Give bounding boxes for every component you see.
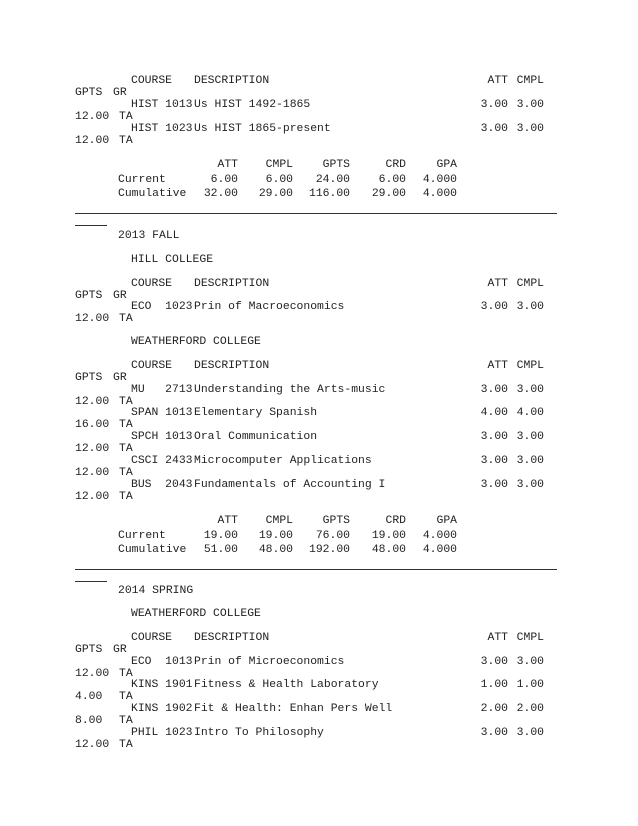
course-gpts: 12.00 <box>75 739 110 751</box>
course-grade: TA <box>119 491 133 503</box>
course-code: KINS 1901 <box>131 679 193 691</box>
column-header-cmpl: CMPL <box>516 278 544 290</box>
stats-header-gpts: GPTS <box>322 515 350 527</box>
column-header-gr: GR <box>113 290 127 302</box>
course-gpts: 12.00 <box>75 443 110 455</box>
course-cmpl: 1.00 <box>516 679 544 691</box>
course-code: HIST 1023 <box>131 123 193 135</box>
course-cmpl: 3.00 <box>516 431 544 443</box>
stats-cmpl: 19.00 <box>258 530 293 542</box>
course-code: CSCI 2433 <box>131 455 193 467</box>
course-gpts: 4.00 <box>75 691 103 703</box>
stats-gpa: 4.000 <box>422 530 457 542</box>
course-att: 3.00 <box>480 656 508 668</box>
column-header-gpts: GPTS <box>75 372 103 384</box>
column-header-gpts: GPTS <box>75 290 103 302</box>
course-gpts: 12.00 <box>75 668 110 680</box>
stats-header-crd: CRD <box>385 515 406 527</box>
stats-gpa: 4.000 <box>422 544 457 556</box>
course-description: Us HIST 1492-1865 <box>194 99 311 111</box>
course-att: 3.00 <box>480 301 508 313</box>
column-header-cmpl: CMPL <box>516 360 544 372</box>
stats-label: Current <box>118 530 166 542</box>
column-header-gr: GR <box>113 87 127 99</box>
course-gpts: 12.00 <box>75 491 110 503</box>
course-att: 3.00 <box>480 455 508 467</box>
course-code: ECO 1023 <box>131 301 193 313</box>
stats-att: 32.00 <box>203 188 238 200</box>
course-cmpl: 3.00 <box>516 455 544 467</box>
term-title: 2014 SPRING <box>118 585 194 597</box>
column-header-course: COURSE <box>131 632 173 644</box>
stats-header-gpts: GPTS <box>322 159 350 171</box>
stats-header-gpa: GPA <box>436 159 457 171</box>
course-grade: TA <box>119 739 133 751</box>
stats-cmpl: 29.00 <box>258 188 293 200</box>
stats-gpts: 192.00 <box>308 544 350 556</box>
course-code: PHIL 1023 <box>131 727 193 739</box>
course-cmpl: 3.00 <box>516 301 544 313</box>
course-gpts: 8.00 <box>75 715 103 727</box>
course-att: 3.00 <box>480 727 508 739</box>
course-grade: TA <box>119 467 133 479</box>
stats-gpts: 76.00 <box>315 530 350 542</box>
course-description: Understanding the Arts-music <box>194 384 386 396</box>
course-gpts: 12.00 <box>75 467 110 479</box>
course-description: Prin of Microeconomics <box>194 656 345 668</box>
stats-gpa: 4.000 <box>422 188 457 200</box>
course-att: 4.00 <box>480 407 508 419</box>
stats-label: Cumulative <box>118 188 187 200</box>
course-description: Us HIST 1865-present <box>194 123 331 135</box>
column-header-description: DESCRIPTION <box>194 278 270 290</box>
column-header-description: DESCRIPTION <box>194 75 270 87</box>
course-grade: TA <box>119 715 133 727</box>
course-code: HIST 1013 <box>131 99 193 111</box>
course-cmpl: 3.00 <box>516 123 544 135</box>
course-description: Elementary Spanish <box>194 407 318 419</box>
stats-gpa: 4.000 <box>422 174 457 186</box>
course-grade: TA <box>119 691 133 703</box>
column-header-att: ATT <box>487 75 508 87</box>
course-grade: TA <box>119 313 133 325</box>
course-att: 3.00 <box>480 99 508 111</box>
course-cmpl: 3.00 <box>516 727 544 739</box>
course-code: SPAN 1013 <box>131 407 193 419</box>
stats-header-crd: CRD <box>385 159 406 171</box>
course-cmpl: 3.00 <box>516 479 544 491</box>
course-description: Oral Communication <box>194 431 318 443</box>
course-description: Fundamentals of Accounting I <box>194 479 386 491</box>
course-cmpl: 3.00 <box>516 99 544 111</box>
course-description: Fitness & Health Laboratory <box>194 679 379 691</box>
course-att: 3.00 <box>480 123 508 135</box>
stats-label: Current <box>118 174 166 186</box>
course-gpts: 12.00 <box>75 135 110 147</box>
course-description: Intro To Philosophy <box>194 727 324 739</box>
course-gpts: 12.00 <box>75 396 110 408</box>
course-att: 2.00 <box>480 703 508 715</box>
course-code: KINS 1902 <box>131 703 193 715</box>
course-cmpl: 3.00 <box>516 656 544 668</box>
column-header-gpts: GPTS <box>75 87 103 99</box>
column-header-att: ATT <box>487 632 508 644</box>
stats-header-att: ATT <box>217 159 238 171</box>
course-grade: TA <box>119 135 133 147</box>
course-grade: TA <box>119 419 133 431</box>
course-att: 3.00 <box>480 384 508 396</box>
school-name: WEATHERFORD COLLEGE <box>131 608 261 620</box>
divider-line <box>75 213 557 214</box>
course-grade: TA <box>119 668 133 680</box>
course-cmpl: 4.00 <box>516 407 544 419</box>
course-code: MU 2713 <box>131 384 193 396</box>
column-header-gr: GR <box>113 372 127 384</box>
stats-header-gpa: GPA <box>436 515 457 527</box>
stats-header-cmpl: CMPL <box>265 159 293 171</box>
course-code: SPCH 1013 <box>131 431 193 443</box>
divider-line-stub <box>75 225 107 226</box>
stats-header-cmpl: CMPL <box>265 515 293 527</box>
course-description: Microcomputer Applications <box>194 455 372 467</box>
stats-cmpl: 48.00 <box>258 544 293 556</box>
column-header-description: DESCRIPTION <box>194 632 270 644</box>
course-grade: TA <box>119 396 133 408</box>
divider-line <box>75 569 557 570</box>
column-header-cmpl: CMPL <box>516 632 544 644</box>
column-header-gr: GR <box>113 644 127 656</box>
column-header-gpts: GPTS <box>75 644 103 656</box>
course-description: Prin of Macroeconomics <box>194 301 345 313</box>
column-header-cmpl: CMPL <box>516 75 544 87</box>
course-cmpl: 3.00 <box>516 384 544 396</box>
course-description: Fit & Health: Enhan Pers Well <box>194 703 393 715</box>
course-grade: TA <box>119 111 133 123</box>
course-gpts: 12.00 <box>75 313 110 325</box>
course-att: 3.00 <box>480 431 508 443</box>
stats-gpts: 116.00 <box>308 188 350 200</box>
stats-header-att: ATT <box>217 515 238 527</box>
course-att: 3.00 <box>480 479 508 491</box>
column-header-course: COURSE <box>131 360 173 372</box>
stats-att: 51.00 <box>203 544 238 556</box>
stats-att: 19.00 <box>203 530 238 542</box>
course-code: ECO 1013 <box>131 656 193 668</box>
course-gpts: 16.00 <box>75 419 110 431</box>
stats-crd: 19.00 <box>371 530 406 542</box>
column-header-course: COURSE <box>131 75 173 87</box>
column-header-att: ATT <box>487 278 508 290</box>
stats-label: Cumulative <box>118 544 187 556</box>
course-gpts: 12.00 <box>75 111 110 123</box>
stats-cmpl: 6.00 <box>265 174 293 186</box>
column-header-course: COURSE <box>131 278 173 290</box>
course-att: 1.00 <box>480 679 508 691</box>
course-grade: TA <box>119 443 133 455</box>
term-title: 2013 FALL <box>118 230 180 242</box>
stats-gpts: 24.00 <box>315 174 350 186</box>
column-header-description: DESCRIPTION <box>194 360 270 372</box>
course-code: BUS 2043 <box>131 479 193 491</box>
stats-att: 6.00 <box>210 174 238 186</box>
column-header-att: ATT <box>487 360 508 372</box>
course-cmpl: 2.00 <box>516 703 544 715</box>
stats-crd: 6.00 <box>378 174 406 186</box>
school-name: WEATHERFORD COLLEGE <box>131 336 261 348</box>
stats-crd: 48.00 <box>371 544 406 556</box>
stats-crd: 29.00 <box>371 188 406 200</box>
school-name: HILL COLLEGE <box>131 254 214 266</box>
divider-line-stub <box>75 581 107 582</box>
